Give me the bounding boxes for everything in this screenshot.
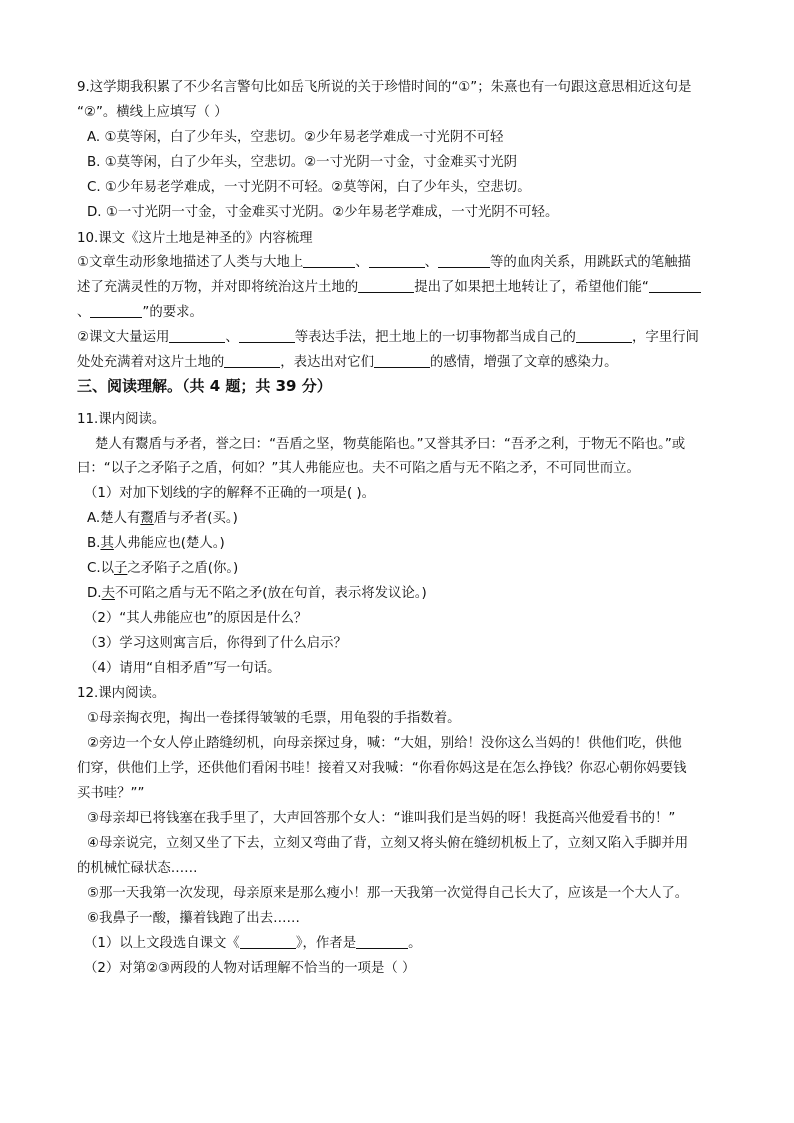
- underlined-char: 其: [100, 536, 114, 551]
- q10-text: 、: [355, 255, 369, 270]
- q10-text: 等的血肉关系，用跳跃式的笔触描: [490, 255, 691, 270]
- option-text: 人弗能应也(楚人。): [113, 536, 225, 551]
- q12-para3: ③母亲却已将钱塞在我手里了，大声回答那个女人：“谁叫我们是当妈的呀！我挺高兴他爱看书的！”: [87, 811, 676, 826]
- q11-option-b: [87, 533, 225, 555]
- q12-para1: ①母亲掏衣兜，掏出一卷揉得皱皱的毛票，用龟裂的手指数着。: [87, 711, 461, 726]
- fill-blank: [169, 328, 225, 343]
- fill-blank: [356, 934, 408, 949]
- q11-sub1: （1）对加下划线的字的解释不正确的一项是( )。: [84, 486, 376, 501]
- fill-blank: [438, 253, 490, 268]
- fill-blank: [90, 303, 142, 318]
- q11-passage-line2: 曰：“以子之矛陷子之盾，何如？”其人弗能应也。夫不可陷之盾与无不陷之矛，不可同世而立。: [77, 461, 640, 476]
- q10-text: ，字里行间: [631, 330, 699, 345]
- fill-blank: [576, 328, 632, 343]
- q12-para2-line2: 们穿，供他们上学，还供他们看闲书哇！接着又对我喊：“你看你妈这是在怎么挣钱？你忍心朝你妈要钱: [77, 761, 687, 776]
- q12-text: 。: [408, 936, 422, 951]
- q11-option-d: [87, 583, 427, 605]
- q11-sub2: （2）“其人弗能应也”的原因是什么？: [84, 611, 308, 626]
- q10-text: 提出了如果把土地转让了，希望他们能“: [414, 280, 649, 295]
- option-text: 之矛陷子之盾(你。): [127, 561, 239, 576]
- q10-text: ①文章生动形象地描述了人类与大地上: [77, 255, 304, 270]
- q10-text: 的感情，增强了文章的感染力。: [430, 355, 618, 370]
- q9-option-b: B. ①莫等闲，白了少年头，空悲切。②一寸光阴一寸金，寸金难买寸光阴: [87, 155, 518, 170]
- fill-blank: [239, 328, 295, 343]
- q9-option-a: A. ①莫等闲，白了少年头，空悲切。②少年易老学难成一寸光阴不可轻: [87, 130, 504, 145]
- q10-text: 等表达手法，把土地上的一切事物都当成自己的: [294, 330, 576, 345]
- q9-stem-line2: “②”。横线上应填写（ ）: [77, 105, 228, 120]
- q12-para4-line1: ④母亲说完，立刻又坐了下去，立刻又弯曲了背，立刻又将头俯在缝纫机板上了，立刻又陷入手脚并用: [87, 836, 689, 851]
- q10-text: ”的要求。: [142, 305, 203, 320]
- underlined-char: 夫: [101, 586, 115, 601]
- q11-option-c: [87, 558, 238, 580]
- fill-blank: [240, 934, 296, 949]
- q10-line5: [77, 352, 618, 374]
- q12-title: 12.课内阅读。: [77, 686, 166, 701]
- underlined-char: 子: [114, 561, 128, 576]
- q11-option-a: [87, 508, 238, 530]
- option-text: D.: [87, 586, 102, 601]
- q12-para4-line2: 的机械忙碌状态……: [77, 861, 198, 876]
- q10-text: 述了充满灵性的万物，并对即将统治这片土地的: [77, 280, 359, 295]
- option-text: C.以: [87, 561, 114, 576]
- fill-blank: [649, 278, 701, 293]
- q11-sub4: （4）请用“自相矛盾”写一句话。: [84, 661, 281, 676]
- q11-passage-line1: 楚人有鬻盾与矛者，誉之曰：“吾盾之坚，物莫能陷也。”又誉其矛曰：“吾矛之利，于物无不陷也。”或: [95, 437, 686, 452]
- option-text: 盾与矛者(买。): [153, 511, 238, 526]
- q10-line2: [77, 277, 701, 299]
- fill-blank: [374, 353, 430, 368]
- q12-para2-line3: 买书哇？””: [77, 786, 145, 801]
- q10-line1: [77, 252, 691, 274]
- q11-sub3: （3）学习这则寓言后，你得到了什么启示？: [84, 636, 347, 651]
- option-text: B.: [87, 536, 101, 551]
- fill-blank: [358, 278, 414, 293]
- q10-line4: [77, 327, 699, 349]
- underlined-char: 鬻: [140, 511, 154, 526]
- fill-blank: [303, 253, 355, 268]
- q12-para5: ⑤那一天我第一次发现，母亲原来是那么瘦小！那一天我第一次觉得自己长大了，应该是一个大人了。: [87, 886, 689, 901]
- section-heading-reading: 三、阅读理解。（共 4 题；共 39 分）: [77, 377, 332, 395]
- q10-text: 、: [225, 330, 239, 345]
- q10-text: 、: [424, 255, 439, 270]
- q10-text: 、: [77, 305, 91, 320]
- q12-text: （1）以上文段选自课文《: [84, 936, 240, 951]
- q9-option-d: D. ①一寸光阴一寸金，寸金难买寸光阴。②少年易老学难成，一寸光阴不可轻。: [87, 205, 559, 220]
- q12-para2-line1: ②旁边一个女人停止踏缝纫机，向母亲探过身，喊：“大姐，别给！没你这么当妈的！供他们吃，供他: [87, 736, 682, 751]
- fill-blank: [224, 353, 280, 368]
- q11-title: 11.课内阅读。: [77, 412, 166, 427]
- q12-sub2: （2）对第②③两段的人物对话理解不恰当的一项是（ ）: [84, 961, 416, 976]
- q10-line3: [77, 302, 203, 324]
- q10-text: 处处充满着对这片土地的: [77, 355, 225, 370]
- q10-text: ②课文大量运用: [77, 330, 170, 345]
- q12-para6: ⑥我鼻子一酸，攥着钱跑了出去……: [87, 911, 300, 926]
- q12-text: 》，作者是: [295, 936, 357, 951]
- option-text: 不可陷之盾与无不陷之矛(放在句首，表示将发议论。): [114, 586, 427, 601]
- fill-blank: [369, 253, 425, 268]
- q10-text: ，表达出对它们: [280, 355, 375, 370]
- q9-option-c: C. ①少年易老学难成，一寸光阴不可轻。②莫等闲，白了少年头，空悲切。: [87, 180, 531, 195]
- q12-sub1: [84, 933, 421, 955]
- option-text: A.楚人有: [87, 511, 141, 526]
- q10-title: 10.课文《这片土地是神圣的》内容梳理: [77, 231, 313, 246]
- q9-stem-line1: 9.这学期我积累了不少名言警句比如岳飞所说的关于珍惜时间的“①”；朱熹也有一句跟这意思相近这句是: [77, 80, 692, 95]
